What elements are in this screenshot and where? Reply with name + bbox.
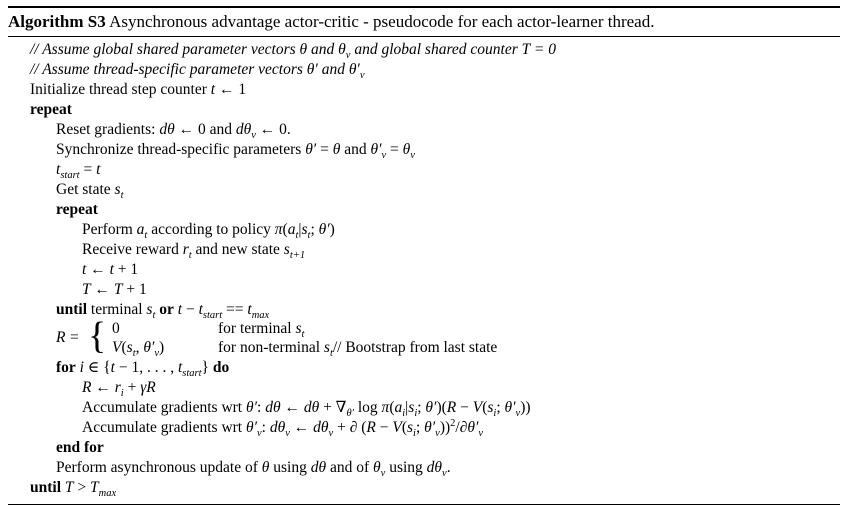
line-11: Receive reward $r_t$ and new state $s_{t+1}$ xyxy=(82,241,306,262)
line-18: Accumulate gradients wrt θ′: dθ ← $d\theta + \nabla_{\theta'}$ $\log \pi(a_i|s_i$; $\theta')(R - V(s_i$; $\theta'_v$)) xyxy=(82,399,531,420)
algorithm-caption xyxy=(8,8,840,36)
line-2: // Assume thread-specific parameter vectors θ′ and $\theta'_v$ xyxy=(30,61,365,82)
line-6: Synchronize thread-specific parameters θ′ = θ and $\theta'_v = \theta_v$ xyxy=(56,141,415,162)
algorithm-box xyxy=(8,6,840,505)
caption-label: Algorithm S3 xyxy=(8,12,106,31)
line-9: repeat xyxy=(56,201,98,218)
algorithm-body xyxy=(8,37,840,498)
line-8: Get state $s_t$ xyxy=(56,181,124,202)
line-4: repeat xyxy=(30,101,72,118)
line-20: end for xyxy=(56,439,104,456)
line-17: R ← $r_i + \gamma R$ xyxy=(82,379,156,400)
line-16: for i ∈ {t − 1, . . . , $t_{start}$} do xyxy=(56,359,230,380)
line-7: $t_{start} = t$ xyxy=(56,161,101,182)
line-12: t ← t + 1 xyxy=(82,261,139,278)
line-22: until $T > T_{max}$ xyxy=(30,479,117,500)
brace-symbol: { xyxy=(88,315,107,357)
line-5: Reset gradients: dθ ← 0 and $d\theta_v$ ← 0. xyxy=(56,121,291,142)
return-definition: R = { 0 $V(s_t$, $\theta'_v$) for terminal $s_t$ for non-terminal $s_t//$ Bootstrap from last state xyxy=(56,315,498,360)
line-13: T ← T + 1 xyxy=(82,281,147,298)
line-1: // Assume global shared parameter vectors θ and $\theta_v$ and global shared counter T = 0 xyxy=(30,41,556,62)
line-21: Perform asynchronous update of θ using dθ and of $\theta_v$ using $d\theta_v$. xyxy=(56,459,451,480)
line-3: Initialize thread step counter t ← 1 xyxy=(30,81,247,98)
caption-text: Asynchronous advantage actor-critic - pseudocode for each actor-learner thread. xyxy=(109,12,655,31)
line-14: until terminal $s_t$ or $t - t_{start} == t_{max}$ xyxy=(56,301,270,322)
line-10: Perform $a_t$ according to policy $\pi(a_t|s_t$; θ′) xyxy=(82,221,335,242)
line-19: Accumulate gradients wrt $\theta'_v$: $d\theta_v$ ← $d\theta_v$ + ∂ ($R - V(s_i$; $\theta'_v))^2/\partial\theta'_v$ xyxy=(82,417,484,440)
